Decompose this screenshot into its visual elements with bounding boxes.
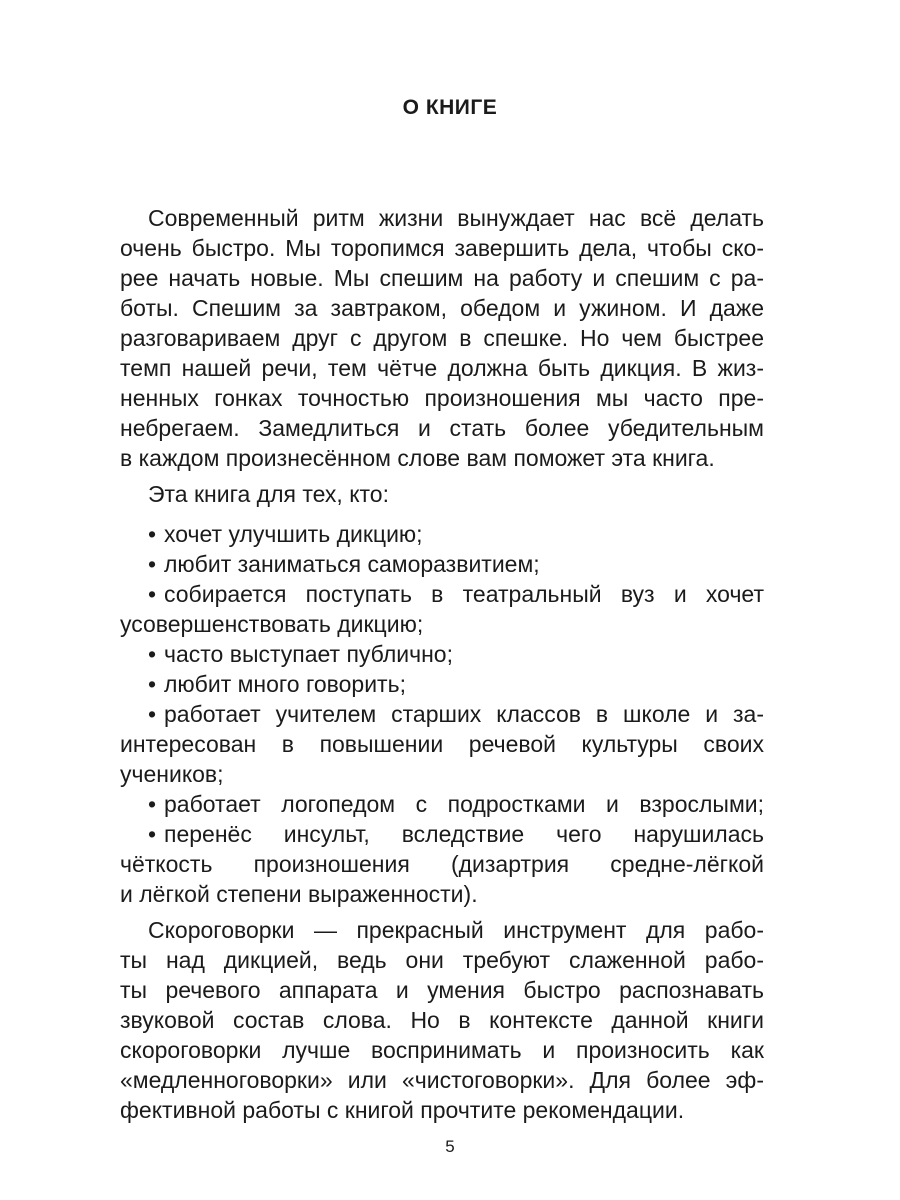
bullet-icon: •: [148, 551, 157, 577]
paragraph-1-line: боты. Спешим за завтраком, обедом и ужином. И даже: [120, 295, 764, 321]
paragraph-2-line: «медленноговорки» или «чистоговорки». Для более эф-: [120, 1067, 764, 1093]
paragraph-1-line: Современный ритм жизни вынуждает нас всё делать: [148, 205, 764, 231]
paragraph-2-line: скороговорки лучше воспринимать и произносить как: [120, 1037, 764, 1063]
paragraph-1-line: очень быстро. Мы торопимся завершить дела, чтобы ско-: [120, 235, 764, 261]
paragraph-2-line: звуковой состав слова. Но в контексте данной книги: [120, 1007, 764, 1033]
bullet-icon: •: [148, 821, 157, 847]
list-item: • перенёс инсульт, вследствие чего нарушилась: [148, 821, 764, 847]
list-item: • собирается поступать в театральный вуз и хочет: [148, 581, 764, 607]
paragraph-2-line: Скороговорки — прекрасный инструмент для рабо-: [148, 917, 764, 943]
list-item-continuation: учеников;: [120, 761, 224, 787]
paragraph-1-line: рее начать новые. Мы спешим на работу и спешим с ра-: [120, 265, 764, 291]
paragraph-1-line: небрегаем. Замедлиться и стать более убедительным: [120, 415, 764, 441]
paragraph-1-line: разговариваем друг с другом в спешке. Но чем быстрее: [120, 325, 764, 351]
paragraph-1-line: ненных гонках точностью произношения мы часто пре-: [120, 385, 764, 411]
list-item-continuation: чёткость произношения (дизартрия средне-лёгкой: [120, 851, 764, 877]
list-item: • любит много говорить;: [148, 671, 406, 697]
list-item-continuation: интересован в повышении речевой культуры своих: [120, 731, 764, 757]
list-item: • работает логопедом с подростками и взрослыми;: [148, 791, 764, 817]
page-title: О КНИГЕ: [402, 96, 498, 119]
paragraph-1-line: темп нашей речи, тем чётче должна быть дикция. В жиз-: [120, 355, 764, 381]
list-item: • любит заниматься саморазвитием;: [148, 551, 540, 577]
bullet-icon: •: [148, 581, 157, 607]
paragraph-2-line: фективной работы с книгой прочтите рекомендации.: [120, 1097, 685, 1123]
paragraph-1-line: в каждом произнесённом слове вам поможет эта книга.: [120, 445, 715, 471]
list-item: • часто выступает публично;: [148, 641, 453, 667]
bullet-icon: •: [148, 791, 157, 817]
bullet-icon: •: [148, 671, 157, 697]
page-number: 5: [445, 1137, 455, 1156]
list-item: • работает учителем старших классов в школе и за-: [148, 701, 764, 727]
paragraph-2-line: ты речевого аппарата и умения быстро распознавать: [120, 977, 764, 1003]
bullet-icon: •: [148, 521, 157, 547]
list-item-continuation: усовершенствовать дикцию;: [120, 611, 424, 637]
paragraph-2-line: ты над дикцией, ведь они требуют слаженной рабо-: [120, 947, 764, 973]
audience-intro: Эта книга для тех, кто:: [148, 481, 389, 507]
bullet-icon: •: [148, 641, 157, 667]
list-item: • хочет улучшить дикцию;: [148, 521, 423, 547]
list-item-continuation: и лёгкой степени выраженности).: [120, 881, 478, 907]
bullet-icon: •: [148, 701, 157, 727]
